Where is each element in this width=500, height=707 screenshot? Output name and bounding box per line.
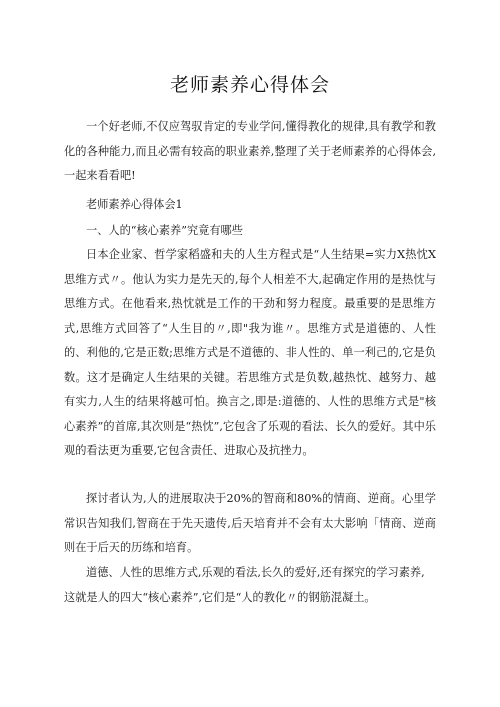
subsection-heading: 一、人的“核心素养”究竟有哪些 xyxy=(86,224,243,237)
body-paragraph-3: 道德、人性的思维方式,乐观的看法,长久的爱好,还有探究的学习素养, xyxy=(86,566,425,579)
body-paragraph-2: 探讨者认为,人的进展取决于20%的智商和80%的情商、逆商。心里学常识告知我们,智商在于先天遗传,后天培育并不会有太大影响「情商、逆商则在于后天的历练和培育。 xyxy=(64,492,436,554)
intro-paragraph: 一个好老师,不仅应驾驭肯定的专业学问,懂得教化的规律,具有教学和教化的各种能力,而且必需有较高的职业素养,整理了关于老师素养的心得体会,一起来看看吧! xyxy=(64,120,436,182)
section-heading: 老师素养心得体会1 xyxy=(86,198,183,211)
document-title: 老师素养心得体会 xyxy=(169,74,330,96)
body-paragraph-1: 日本企业家、哲学家稻盛和夫的人生方程式是“人生结果=实力X热忱X思维方式〃。他认为实力是先天的,每个人相差不大,起确定作用的是热忱与思维方式。在他看来,热忱就是工作的干劲和努力程度。最重要的是思维方式,思维方式回答了“人生目的〃,即"我为谁〃。思维方式是道德的、人性的、利他的,它是正数;思维方式是不道德的、非人性的、单一利己的,它是负数。这才是确定人生结果的关键。若思维方式是负数,越热忱、越努力、越有实力,人生的结果将越可怕。换言之,即是:道德的、人性的思维方式是"核心素养”的首席,其次则是“热忱”,它包含了乐观的看法、长久的爱好。其中乐观的看法更为重要,它包含责任、进取心及抗挫力。 xyxy=(64,248,436,457)
body-paragraph-3-continued: 这就是人的四大“核心素养”,它们是“人的教化〃的钢筋混凝土。 xyxy=(64,591,376,604)
